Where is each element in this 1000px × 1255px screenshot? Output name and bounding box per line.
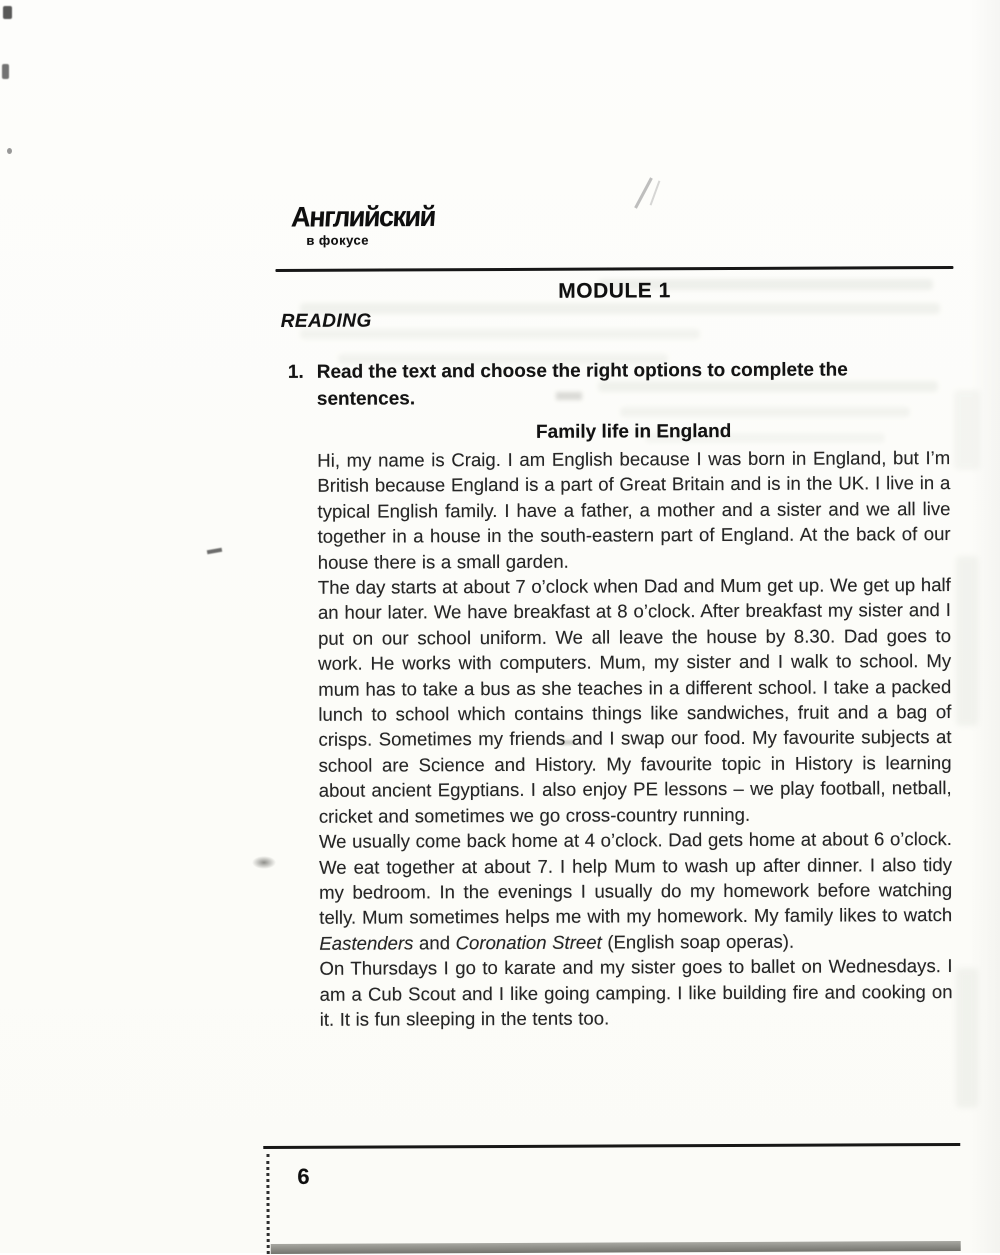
page-number: 6 [297,1164,309,1190]
section-title: READING [281,311,372,333]
paragraph-1 [317,445,951,575]
italic-text: Coronation Street [456,931,602,953]
body-text-segment: We usually come back home at 4 o’clock. Dad gets home at about 6 o’clock. We eat together at about 7. I help Mum to wash up after dinner. I also tidy my bedroom. In the evenings I usually do my homework before watching telly. Mum sometimes helps me with my homework. My family likes to watch [319,828,952,928]
reading-title: Family life in England [317,420,950,445]
paragraph-2 [318,572,952,829]
spotlight-logo [290,202,434,248]
exercise-number: 1. [288,359,304,413]
italic-text: Eastenders [319,932,413,953]
body-text-segment: The day starts at about 7 o’clock when Dad and Mum get up. We get up half an hour later. We have breakfast at 8 o’clock. After breakfast my sister and I put on our school uniform. We all leave the house by 8.30. Dad goes to work. He works with computers. Mum, my sister and I walk to school. My mum has to take a bus as she teaches in a different school. I take a packed lunch to school which contains things like sandwiches, fruit and a bag of crisps. Sometimes my friends and I swap our food. My favourite subjects at school are Science and History. My favourite topic in History is learning about ancient Egyptians. I also enjoy PE lessons – we play football, netball, cricket and sometimes we go cross-country running. [318,574,952,826]
reading-paragraphs [317,445,953,1032]
paragraph-3 [319,826,953,956]
logo-subtitle: в фокусе [306,232,434,248]
bottom-rule [263,1143,960,1149]
body-text-segment: and [413,932,455,953]
logo-title: Английский [290,201,436,234]
exercise-instruction: Read the text and choose the right options to complete the sentences. [317,356,935,413]
exercise-1 [288,356,950,413]
dotted-edge [266,1154,269,1254]
body-text-segment: On Thursdays I go to karate and my sister goes to ballet on Wednesdays. I am a Cub Scout and I like going camping. I like building fire and cooking on it. It is fun sleeping in the tents too. [319,955,952,1030]
top-rule [275,266,953,272]
module-title: MODULE 1 [275,278,953,305]
paragraph-4 [319,953,952,1032]
body-text-segment: (English soap operas). [602,930,794,952]
scan-bottom-strip [271,1241,961,1254]
body-text-segment: Hi, my name is Craig. I am English because I was born in England, but I’m British because England is a part of Great Britain and is in the UK. I live in a typical English family. I have a father, a mother and a sister and we all live together in a house in the south-eastern part of England. At the back of our house there is a small garden. [317,447,950,572]
